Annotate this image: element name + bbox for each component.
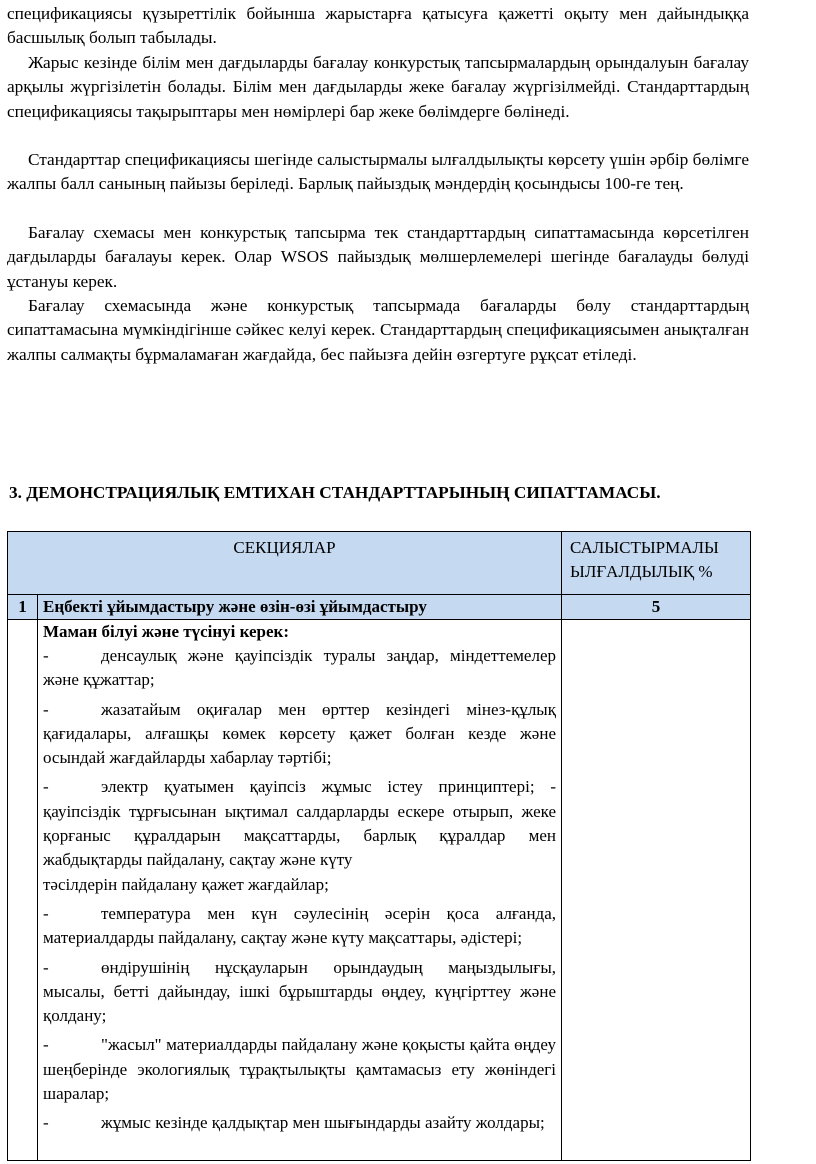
section-percent: 5 [562, 595, 751, 620]
table-row [8, 595, 751, 620]
bullet-dash: - [43, 957, 49, 977]
list-item [43, 902, 556, 951]
list-item [43, 698, 556, 771]
list-item-text: өндірушінің нұсқауларын орындаудың маңыздылығы, мысалы, бетті дайындау, ішкі бұрыштарды өңдеу, күңгірттеу және қолдану; [43, 957, 556, 1026]
bullet-dash: - [43, 1035, 49, 1055]
paragraph-assessment: Жарыс кезінде білім мен дағдыларды бағалау конкурстық тапсырмалардың орындалуын бағалау арқылы жүргізілетін болады. Білім мен дағдыларды жеке бағалау жүргізілмейді. Стандарттардың спецификациясы тақырыптары мен нөмірлері бар жеке бөлімдерге бөлінеді. [7, 53, 749, 121]
list-item [43, 956, 556, 1029]
list-item-text: жазатайым оқиғалар мен өрттер кезіндегі мінез-құлық қағидалары, алғашқы көмек көрсету қажет болған кезде және осындай жағдайларды хабарлау тәртібі; [43, 699, 556, 768]
list-item-text: жұмыс кезінде қалдықтар мен шығындарды азайту жолдары; [101, 1113, 545, 1133]
list-item-continuation: тәсілдерін пайдалану қажет жағдайлар; [43, 874, 329, 894]
section-title: Еңбекті ұйымдастыру және өзін-өзі ұйымдастыру [38, 595, 562, 620]
bullet-dash: - [43, 1113, 49, 1133]
bullet-dash: - [43, 699, 49, 719]
paragraph-intro: спецификациясы қүзыреттілік бойынша жарыстарға қатысуға қажетті оқыту мен дайындыққа басшылық болып табылады. [7, 4, 749, 48]
header-relative-humidity [562, 532, 751, 595]
knowledge-title: Маман білуі және түсінуі керек: [43, 622, 290, 641]
table-header-row [8, 532, 751, 595]
list-item [43, 644, 556, 693]
bullet-dash: - [43, 777, 49, 797]
empty-number-cell [8, 620, 38, 1161]
section-number: 1 [8, 595, 38, 620]
list-item [43, 1111, 556, 1135]
paragraph-distribution: Бағалау схемасында және конкурстық тапсырмада бағаларды бөлу стандарттардың сипаттамасына мүмкіндігінше сәйкес келуі керек. Стандарттардың спецификациясымен анықталған жалпы салмақты бұрмаламаған жағдайда, бес пайызға дейін өзгертуге рұқсат етіледі. [7, 296, 749, 364]
table-row [8, 620, 751, 1161]
knowledge-cell [38, 620, 562, 1161]
standards-table [7, 531, 751, 1161]
section-heading: 3. ДЕМОНСТРАЦИЯЛЫҚ ЕМТИХАН СТАНДАРТТАРЫНЫҢ СИПАТТАМАСЫ. [9, 483, 661, 502]
header-humidity-line2: ЫЛҒАЛДЫЛЫҚ % [570, 562, 713, 581]
header-humidity-line1: САЛЫСТЫРМАЛЫ [570, 538, 719, 557]
bullet-dash: - [43, 903, 49, 923]
list-item-text: температура мен күн сәулесінің әсерін қоса алғанда, материалдарды пайдалану, сақтау және күту мақсаттары, әдістері; [43, 903, 556, 948]
empty-percent-cell [562, 620, 751, 1161]
bullet-dash: - [43, 646, 49, 665]
list-item-text: электр қуатымен қауіпсіз жұмыс істеу принциптері; - қауіпсіздік тұрғысынан ықтимал салдарларды ескере отырып, жеке қорғаныс құралдарын мақсаттарды, барлық құралдар мен жабдықтарды пайдалану, сақтау және күту [43, 777, 556, 870]
list-item-text: денсаулық және қауіпсіздік туралы заңдар, міндеттемелер және құжаттар; [43, 646, 556, 690]
list-item-text: "жасыл" материалдарды пайдалану және қоқысты қайта өңдеу шеңберінде экологиялық тұрақтылықты қамтамасыз ету жөніндегі шаралар; [43, 1035, 556, 1104]
list-item [43, 1033, 556, 1106]
paragraph-marking-scheme: Бағалау схемасы мен конкурстық тапсырма тек стандарттардың сипаттамасында көрсетілген дағдыларды бағалауы керек. Олар WSOS пайыздық мөлшерлемелері шегінде бағалауды бөлуді ұстануы керек. [7, 223, 749, 291]
list-item [43, 775, 556, 872]
header-sections: СЕКЦИЯЛАР [8, 532, 562, 595]
paragraph-specification: Стандарттар спецификациясы шегінде салыстырмалы ылғалдылықты көрсету үшін әрбір бөлімге жалпы балл санының пайызы беріледі. Барлық пайыздық мәндердің қосындысы 100-ге тең. [7, 150, 749, 194]
